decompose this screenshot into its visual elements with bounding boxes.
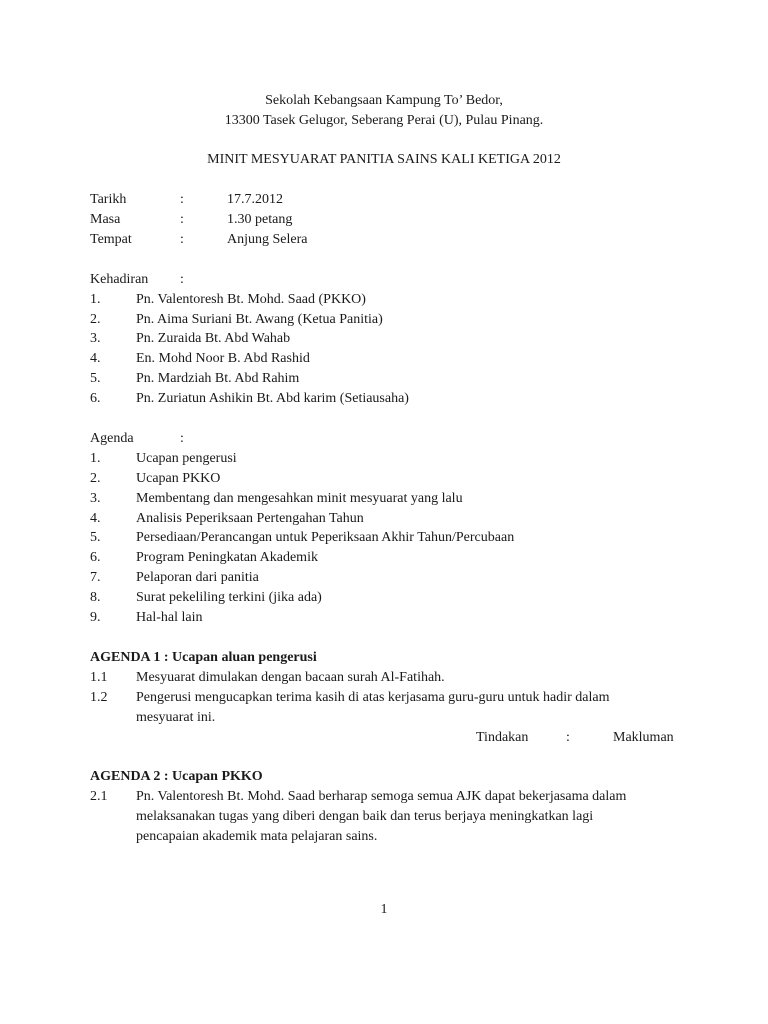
agenda-item-number: 2. (90, 471, 101, 486)
attendance-item: Pn. Zuriatun Ashikin Bt. Abd karim (Setiausaha) (136, 391, 409, 406)
agenda-separator: : (180, 431, 184, 446)
agenda-2-item-number: 2.1 (90, 789, 108, 804)
agenda-item: Surat pekeliling terkini (jika ada) (136, 590, 322, 605)
agenda-item-number: 7. (90, 570, 101, 585)
agenda-item: Analisis Peperiksaan Pertengahan Tahun (136, 511, 364, 526)
agenda-1-item-number: 1.1 (90, 670, 108, 685)
agenda-item: Pelaporan dari panitia (136, 570, 259, 585)
agenda-item-number: 5. (90, 530, 101, 545)
agenda-1-item-text: Mesyuarat dimulakan dengan bacaan surah Al-Fatihah. (136, 670, 445, 685)
agenda-item-number: 1. (90, 451, 101, 466)
time-label: Masa (90, 212, 121, 227)
time-value: 1.30 petang (227, 212, 293, 227)
agenda-item: Persediaan/Perancangan untuk Peperiksaan Akhir Tahun/Percubaan (136, 530, 515, 545)
action-label: Tindakan (476, 730, 529, 745)
agenda-item-number: 6. (90, 550, 101, 565)
agenda-1-item-text: mesyuarat ini. (136, 710, 216, 725)
agenda-2-item-text: pencapaian akademik mata pelajaran sains. (136, 829, 378, 844)
attendance-item-number: 6. (90, 391, 101, 406)
attendance-item-number: 5. (90, 371, 101, 386)
attendance-separator: : (180, 272, 184, 287)
agenda-item: Program Peningkatan Akademik (136, 550, 318, 565)
agenda-item-number: 4. (90, 511, 101, 526)
agenda-item: Hal-hal lain (136, 610, 203, 625)
agenda-2-heading: AGENDA 2 : Ucapan PKKO (90, 769, 263, 784)
attendance-item-number: 2. (90, 312, 101, 327)
time-separator: : (180, 212, 184, 227)
agenda-item: Membentang dan mengesahkan minit mesyuarat yang lalu (136, 491, 463, 506)
document-title: MINIT MESYUARAT PANITIA SAINS KALI KETIGA 2012 (207, 152, 561, 167)
attendance-label: Kehadiran (90, 272, 149, 287)
venue-separator: : (180, 232, 184, 247)
venue-value: Anjung Selera (227, 232, 308, 247)
agenda-item: Ucapan pengerusi (136, 451, 237, 466)
agenda-item-number: 8. (90, 590, 101, 605)
agenda-2-item-text: Pn. Valentoresh Bt. Mohd. Saad berharap semoga semua AJK dapat bekerjasama dalam (136, 789, 627, 804)
attendance-item: Pn. Mardziah Bt. Abd Rahim (136, 371, 300, 386)
attendance-item-number: 3. (90, 331, 101, 346)
attendance-item-number: 1. (90, 292, 101, 307)
agenda-label: Agenda (90, 431, 134, 446)
attendance-item-number: 4. (90, 351, 101, 366)
attendance-item: Pn. Aima Suriani Bt. Awang (Ketua Panitia) (136, 312, 383, 327)
school-address: 13300 Tasek Gelugor, Seberang Perai (U), Pulau Pinang. (224, 113, 544, 128)
action-value: Makluman (613, 730, 674, 745)
attendance-item: Pn. Valentoresh Bt. Mohd. Saad (PKKO) (136, 292, 366, 307)
agenda-item: Ucapan PKKO (136, 471, 221, 486)
agenda-1-item-text: Pengerusi mengucapkan terima kasih di atas kerjasama guru-guru untuk hadir dalam (136, 690, 610, 705)
page-number: 1 (380, 902, 388, 917)
venue-label: Tempat (90, 232, 132, 247)
date-label: Tarikh (90, 192, 127, 207)
date-value: 17.7.2012 (227, 192, 283, 207)
school-name: Sekolah Kebangsaan Kampung To’ Bedor, (265, 93, 503, 108)
agenda-2-item-text: melaksanakan tugas yang diberi dengan baik dan terus berjaya meningkatkan lagi (136, 809, 594, 824)
attendance-item: En. Mohd Noor B. Abd Rashid (136, 351, 310, 366)
agenda-1-heading: AGENDA 1 : Ucapan aluan pengerusi (90, 650, 317, 665)
agenda-1-item-number: 1.2 (90, 690, 108, 705)
agenda-item-number: 9. (90, 610, 101, 625)
attendance-item: Pn. Zuraida Bt. Abd Wahab (136, 331, 291, 346)
agenda-item-number: 3. (90, 491, 101, 506)
action-separator: : (566, 730, 570, 745)
date-separator: : (180, 192, 184, 207)
